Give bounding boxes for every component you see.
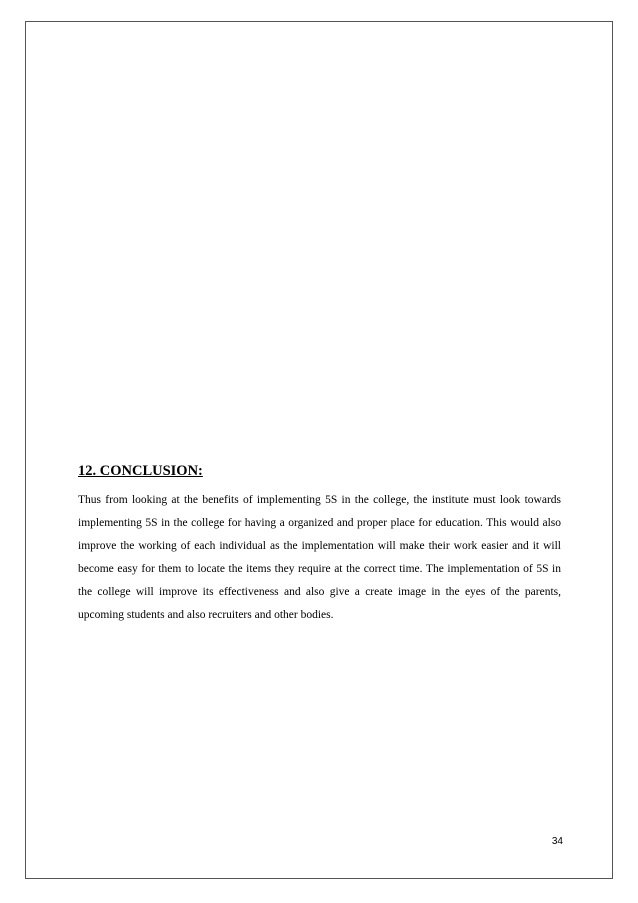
page-border bbox=[25, 21, 613, 879]
conclusion-paragraph: Thus from looking at the benefits of implementing 5S in the college, the institute must look towards implementing 5S in the college for having a organized and proper place for education. This would also improve the working of each individual as the implementation will make their work easier and it will become easy for them to locate the items they require at the correct time. The implementation of 5S in the college will improve its effectiveness and also give a create image in the eyes of the parents, upcoming students and also recruiters and other bodies. bbox=[78, 494, 561, 621]
section-heading: 12. CONCLUSION: bbox=[78, 463, 203, 479]
page-number: 34 bbox=[551, 836, 563, 847]
